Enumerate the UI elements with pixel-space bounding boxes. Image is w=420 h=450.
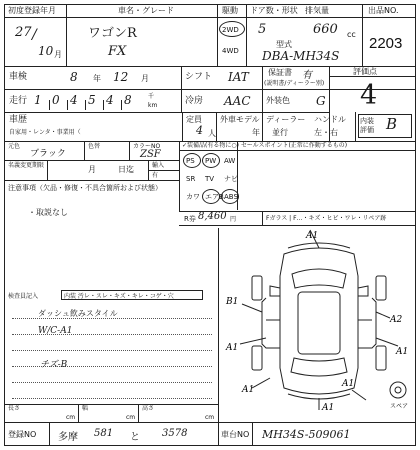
width-label: 幅 [82,405,89,412]
orig-color-label: 元色 [8,143,21,150]
displacement-unit: cc [347,30,356,39]
mileage-digit: 0 [52,93,60,107]
door-count: 5 [258,22,267,37]
capacity-value: 4 [196,124,203,137]
name-change-day: 日迄 [118,165,134,174]
ext-model-unit: 年 [252,128,260,137]
equipment-circle [221,189,239,204]
color-no-label: カラーNO [133,143,161,150]
r-ticket-unit: 円 [230,216,237,223]
mileage-digit: 4 [70,93,78,107]
reg-no-label: 登録NO [8,430,37,439]
damage-right: A2 [390,315,403,325]
equipment-circle [183,153,201,168]
mileage-unit-top: 千 [148,93,155,100]
damage-rear: A1 [322,403,335,412]
equipment-item: エアB [205,193,224,201]
mileage-unit-bottom: km [148,102,158,109]
equipment-item: PW [205,157,217,165]
dealer-sub: 並行 [272,128,288,137]
reg-kana: と [130,432,140,443]
height-unit: cm [205,414,215,421]
drive-label: 駆動 [222,6,238,15]
car-name-label: 車名・グレード [118,6,174,15]
displacement-label: 排気量 [305,6,329,15]
history-label: 車歴 [9,115,28,125]
damage-front: A1 [306,231,319,241]
r-ticket-value: 8,460 [198,211,227,222]
inspection-year: 8 [70,70,78,84]
equipment-item: AW [224,157,236,165]
damage-left-2: A1 [226,343,239,353]
equipment-item: SR [186,175,196,183]
mileage-label: 走行 [9,96,28,106]
color-label: 外装色 [266,96,290,105]
equipment-circle [202,153,220,168]
displacement: 660 [313,22,338,37]
import-label: 輸入 [152,162,165,169]
equipment-item: ナビ [224,175,238,183]
inspector-line-2: W/C-A1 [38,326,73,336]
warranty-mark: 有 [302,70,312,81]
chassis-no: MH34S-509061 [262,428,351,441]
rating-value: 4 [360,80,378,111]
import-value: 有 [152,172,159,179]
glass-line: Fガラス | F…・キズ・ヒビ・ワレ・リペア跡 [266,215,387,222]
equipment-item: TV [205,175,215,183]
reg-area: 多摩 [58,432,78,443]
length-unit: cm [66,414,76,421]
shift-label: シフト [185,72,213,82]
equipment-item: カワ [186,193,200,201]
inspector-tabs: 内装 汚レ・スレ・キズ・キレ・コゲ・穴 [64,293,174,300]
handle-sub: 左・右 [314,128,338,137]
color-no: ZSF [140,149,161,160]
equip-label: ✓装備品(有る物に○) [182,142,239,149]
dealer-label: ディーラー [266,115,306,124]
reg-sep: / [32,27,37,43]
reg-month: 10 [38,44,54,58]
reg-date-label: 初度登録年月 [8,6,56,15]
length-label: 長さ [8,405,21,412]
equipment-circle [202,189,220,204]
drive-4wd: 4WD [222,47,239,55]
capacity-unit: 人 [208,129,216,138]
model-label: 型式 [276,40,292,49]
shift-value: IAT [228,70,249,84]
width-unit: cm [126,414,136,421]
reg-month-unit: 月 [54,50,62,59]
inspection-month: 12 [113,70,129,84]
sales-point-label: セールスポイント(正常に作動するもの) [241,142,348,149]
model: DBA-MH34S [262,49,340,63]
damage-bottom-right: A1 [342,379,355,389]
capacity-label: 定員 [186,115,202,124]
notes-text: ・取説なし [28,208,68,217]
ac-label: 冷房 [185,96,204,106]
name-change-month: 月 [88,165,96,174]
name-change-label: 名義変更期限 [8,162,45,169]
notes-label: 注意事項（欠品・修復・不具合箇所および状態） [8,184,162,192]
reg-num: 3578 [162,428,188,439]
interior-value: B [386,115,398,133]
mileage-digit: 8 [124,93,132,107]
equipment-item: ABS [224,193,238,201]
damage-bottom-left: A1 [242,385,255,395]
car-name: ワゴンR [88,26,137,41]
warranty-label: 保証書 [268,68,292,77]
ac-value: AAC [224,94,251,108]
height-label: 高さ [142,405,155,412]
interior-label: 内装評価 [360,117,374,134]
mileage-digit: 5 [88,93,96,107]
car-damage-diagram [222,228,416,412]
drive-2wd: 2WD [222,26,239,34]
door-label: ドア数・形状 [250,6,298,15]
mileage-digit: 1 [34,93,42,107]
exhibit-label: 出品NO. [368,6,399,15]
inspection-year-unit: 年 [93,74,101,83]
inspection-month-unit: 月 [141,74,149,83]
inspector-line-3: チズ-B [40,360,68,370]
equipment-item: PS [186,157,195,165]
warranty-sub: (説明書/ディーラー別) [264,80,325,87]
handle-label: ハンドル [314,115,346,124]
color-value: G [316,94,326,108]
rating-label: 評価点 [353,67,377,76]
spare-label: スペア [390,403,409,410]
history-sub: 自家用・レンタ・事業用（ [9,129,81,136]
car-grade: FX [108,44,127,59]
orig-color: ブラック [30,149,66,159]
inspection-label: 車検 [9,72,28,82]
exhibit-no: 2203 [369,35,403,52]
mileage-digit: 4 [106,93,114,107]
ext-model-label: 外車モデル [220,115,260,124]
damage-left: B1 [226,297,239,307]
r-ticket-label: R券 [184,215,196,223]
chassis-label: 車台NO [221,430,250,439]
inspector-line-1: ダッシュ飲みスタイル [38,309,118,318]
reg-year: 27 [15,25,32,40]
damage-right-2: A1 [396,347,409,357]
reg-class: 581 [94,428,114,439]
repaint-label: 色替 [88,143,101,150]
inspector-label: 検査員記入 [8,293,39,300]
